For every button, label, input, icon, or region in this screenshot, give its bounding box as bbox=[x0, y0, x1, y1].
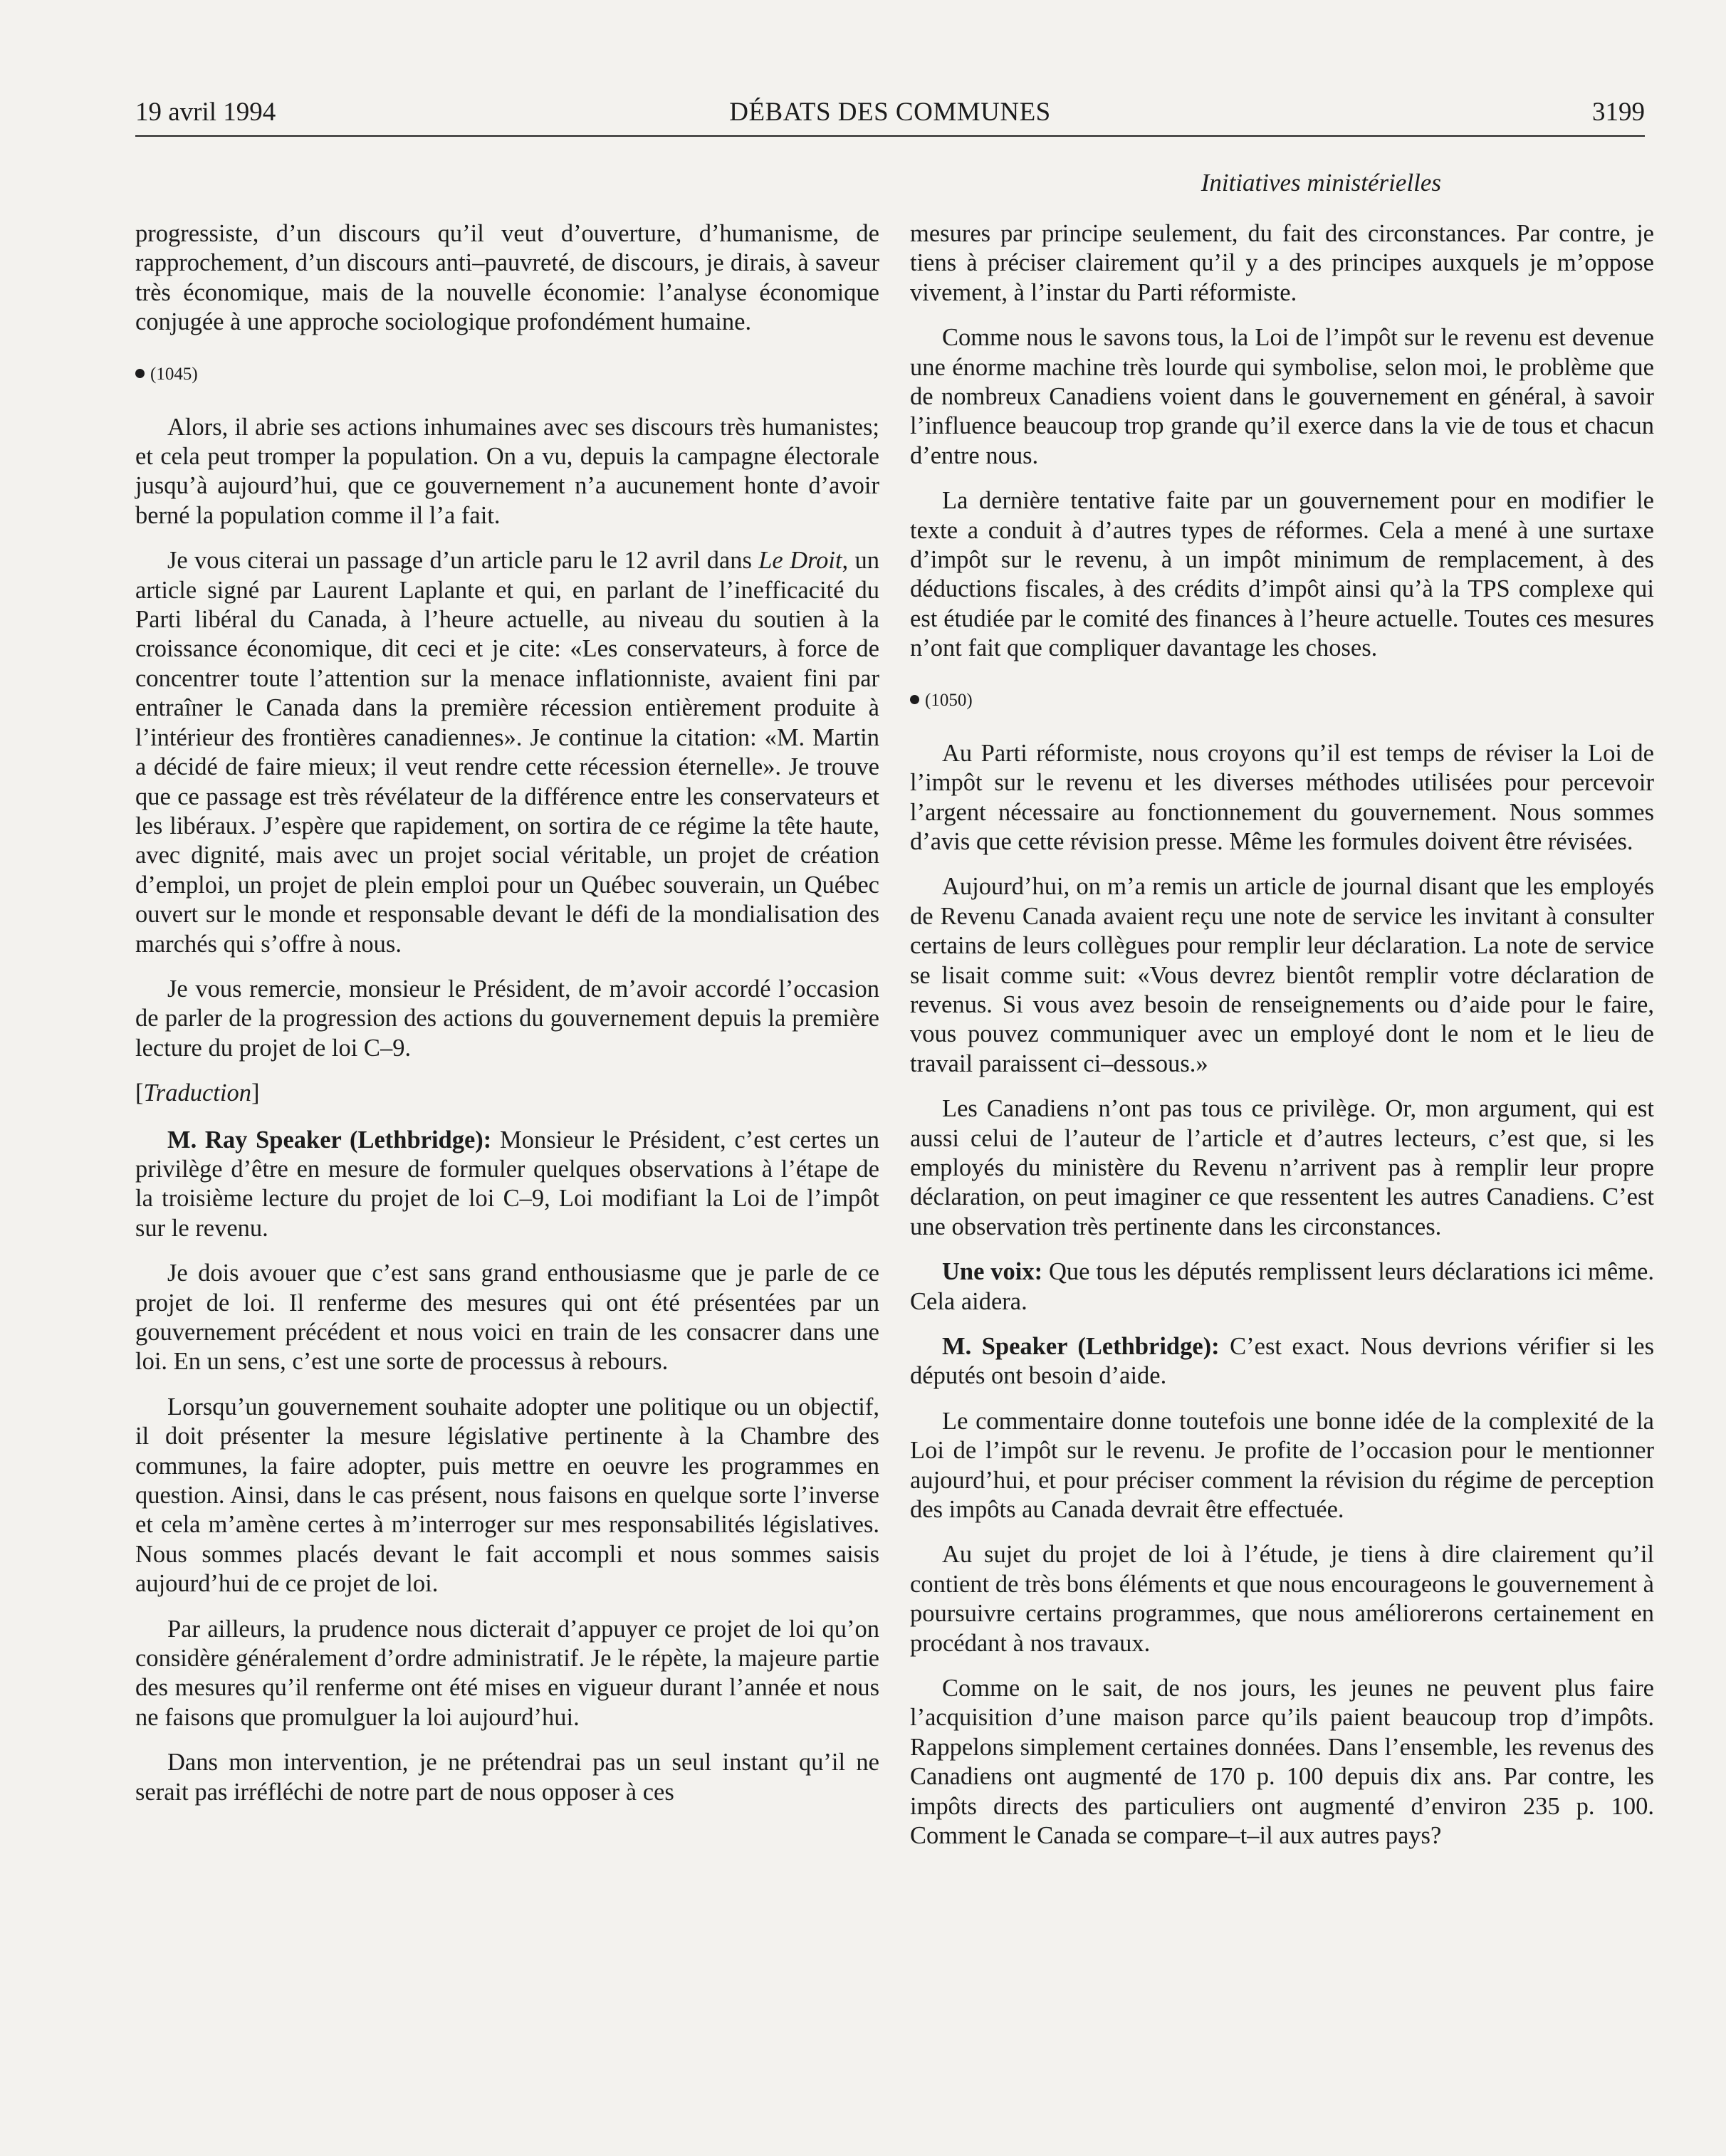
time-marker-text: (1050) bbox=[925, 690, 973, 710]
paragraph: progressiste, d’un discours qu’il veut d’ouverture, d’humanisme, de rapprochement, d’un discours anti–pauvreté, de discours, je dirais, à saveur très économique, mais de la nouvelle économie: l’analyse économique conjugée à une approche sociologique profondément humaine. bbox=[135, 220, 879, 336]
header-page-number: 3199 bbox=[1592, 98, 1645, 127]
bracket: [ bbox=[135, 1079, 144, 1107]
header-date: 19 avril 1994 bbox=[135, 98, 276, 127]
paragraph: Les Canadiens n’ont pas tous ce privilège. Or, mon argument, qui est aussi celui de l’auteur de l’article et d’autres lecteurs, c’est que, si les employés du ministère du Revenu n’arrivent pas à remplir leur propre déclaration, on peut imaginer ce que ressentent les autres Canadiens. C’est une observation très pertinente dans les circonstances. bbox=[910, 1095, 1654, 1240]
speaker-name: M. Ray Speaker (Lethbridge): bbox=[167, 1126, 492, 1153]
paragraph-text: , un article signé par Laurent Laplante et qui, en parlant de l’inefficacité du Parti libéral du Canada, à l’heure actuelle, au niveau du soutien à la croissance économique, dit ceci et je cite: «Les conservateurs, à force de concentrer toute l’attention sur la menace inflationniste, avaient fini par entraîner le Canada dans la première récession entièrement produite à l’intérieur des frontières canadiennes». Je continue la citation: «M. Martin a décidé de faire mieux; il veut rendre cette récession éternelle». Je trouve que ce passage est très révélateur de la différence entre les conservateurs et les libéraux. J’espère que rapidement, on sortira de ce régime la tête haute, avec dignité, mais avec un projet social véritable, un projet de création d’emploi, un projet de plein emploi pour un Québec souverain, un Québec ouvert sur le monde et responsable devant le défi de la mondialisation des marchés qui s’offre à nous. bbox=[135, 547, 879, 958]
paragraph bbox=[135, 546, 879, 959]
speaker-name: M. Speaker (Lethbridge): bbox=[942, 1333, 1220, 1360]
time-marker bbox=[135, 362, 879, 387]
paragraph: Aujourd’hui, on m’a remis un article de journal disant que les employés de Revenu Canada avaient reçu une note de service les invitant à consulter certains de leurs collègues pour remplir leur déclaration. La note de service se lisait comme suit: «Vous devrez bientôt remplir votre déclaration de revenus. Si vous avez besoin de renseignements ou d’aide pour le faire, vous pouvez communiquer avec un employé dont le nom et le lieu de travail paraissent ci–dessous.» bbox=[910, 873, 1654, 1077]
running-head bbox=[135, 91, 1645, 134]
paragraph: mesures par principe seulement, du fait des circonstances. Par contre, je tiens à préciser clairement qu’il y a des principes auxquels je m’oppose vivement, à l’instar du Parti réformiste. bbox=[910, 220, 1654, 306]
paragraph: La dernière tentative faite par un gouvernement pour en modifier le texte a conduit à d’autres types de réformes. Cela a mené à une surtaxe d’impôt sur le revenu, à un impôt minimum de remplacement, à des déductions fiscales, à des crédits d’impôt ainsi qu’à la TPS complexe qui est étudiée par le comité des finances à l’heure actuelle. Toutes ces mesures n’ont fait que compliquer davantage les choses. bbox=[910, 487, 1654, 662]
paragraph: Je vous remercie, monsieur le Président, de m’avoir accordé l’occasion de parler de la progression des actions du gouvernement depuis la première lecture du projet de loi C–9. bbox=[135, 975, 879, 1062]
bullet-icon bbox=[135, 369, 145, 378]
header-rule bbox=[135, 135, 1645, 137]
translation-label: Traduction bbox=[143, 1079, 251, 1107]
speech-paragraph bbox=[135, 1126, 879, 1244]
bracket: ] bbox=[251, 1079, 260, 1107]
paragraph: Dans mon intervention, je ne prétendrai pas un seul instant qu’il ne serait pas irréfléchi de notre part de nous opposer à ces bbox=[135, 1749, 879, 1806]
speaker-name: Une voix: bbox=[942, 1258, 1043, 1286]
translation-note bbox=[135, 1079, 879, 1108]
speech-paragraph bbox=[910, 1332, 1654, 1391]
time-marker-text: (1045) bbox=[150, 364, 198, 384]
paragraph: Comme on le sait, de nos jours, les jeunes ne peuvent plus faire l’acquisition d’une maison parce qu’ils paient beaucoup trop d’impôts. Rappelons simplement certaines données. Dans l’ensemble, les revenus des Canadiens ont augmenté de 170 p. 100 depuis dix ans. Par contre, les impôts directs des particuliers ont augmenté d’environ 235 p. 100. Comment le Canada se compare–t–il aux autres pays? bbox=[910, 1675, 1654, 1850]
right-column bbox=[910, 219, 1654, 1867]
paragraph-text: Monsieur le Président, c’est certes un privilège d’être en mesure de formuler quelques observations à l’étape de la troisième lecture du projet de loi C–9, Loi modifiant la Loi de l’impôt sur le revenu. bbox=[135, 1126, 879, 1242]
paragraph: Au sujet du projet de loi à l’étude, je tiens à dire clairement qu’il contient de très bons éléments et que nous encourageons le gouvernement à poursuivre certains programmes, que nous améliorerons certainement en procédant à nos travaux. bbox=[910, 1541, 1654, 1657]
paragraph: Au Parti réformiste, nous croyons qu’il est temps de réviser la Loi de l’impôt sur le revenu et les diverses méthodes utilisées pour percevoir l’argent nécessaire au fonctionnement du gouvernement. Nous sommes d’avis que cette révision presse. Même les formules doivent être révisées. bbox=[910, 739, 1654, 855]
speech-paragraph bbox=[910, 1257, 1654, 1317]
paragraph: Je dois avouer que c’est sans grand enthousiasme que je parle de ce projet de loi. Il renferme des mesures qui ont été présentées par un gouvernement précédent et nous voici en train de les consacrer dans une loi. En un sens, c’est une sorte de processus à rebours. bbox=[135, 1260, 879, 1376]
paragraph-text: C’est exact. Nous devrions vérifier si les députés ont besoin d’aide. bbox=[910, 1333, 1654, 1390]
paragraph-text: Que tous les députés remplissent leurs déclarations ici même. Cela aidera. bbox=[910, 1258, 1654, 1315]
paragraph: Alors, il abrie ses actions inhumaines avec ses discours très humanistes; et cela peut tromper la population. On a vu, depuis la campagne électorale jusqu’à aujourd’hui, que ce gouvernement n’a aucunement honte d’avoir berné la population comme il l’a fait. bbox=[135, 413, 879, 529]
paragraph: Comme nous le savons tous, la Loi de l’impôt sur le revenu est devenue une énorme machine très lourde qui symbolise, selon moi, le problème que de nombreux Canadiens voient dans le gouvernement en général, à savoir l’influence beaucoup trop grande qu’il exerce dans la vie de tous et chacun d’entre nous. bbox=[910, 324, 1654, 469]
paragraph: Le commentaire donne toutefois une bonne idée de la complexité de la Loi de l’impôt sur le revenu. Je profite de l’occasion pour le mentionner aujourd’hui, et pour préciser comment la révision du régime de perception des impôts au Canada devrait être effectuée. bbox=[910, 1407, 1654, 1524]
header-publication: DÉBATS DES COMMUNES bbox=[729, 98, 1051, 127]
bullet-icon bbox=[910, 695, 919, 704]
paragraph: Par ailleurs, la prudence nous dicterait d’appuyer ce projet de loi qu’on considère généralement d’ordre administratif. Je le répète, la majeure partie des mesures qu’il renferme ont été mises en vigueur durant l’année et nous ne faisons que promulguer la loi aujourd’hui. bbox=[135, 1615, 879, 1731]
newspaper-title: Le Droit bbox=[758, 547, 842, 575]
left-column bbox=[135, 219, 879, 1823]
paragraph-text: Je vous citerai un passage d’un article paru le 12 avril dans bbox=[167, 547, 759, 575]
paragraph: Lorsqu’un gouvernement souhaite adopter une politique ou un objectif, il doit présenter la mesure législative pertinente à la Chambre des communes, la faire adopter, puis mettre en oeuvre les programmes en question. Ainsi, dans le cas présent, nous faisons en quelque sorte l’inverse et cela m’amène certes à m’interroger sur mes responsabilités législatives. Nous sommes placés devant le fait accompli et nous sommes saisis aujourd’hui de ce projet de loi. bbox=[135, 1393, 879, 1598]
section-heading: Initiatives ministérielles bbox=[1201, 169, 1441, 197]
time-marker bbox=[910, 688, 1654, 713]
